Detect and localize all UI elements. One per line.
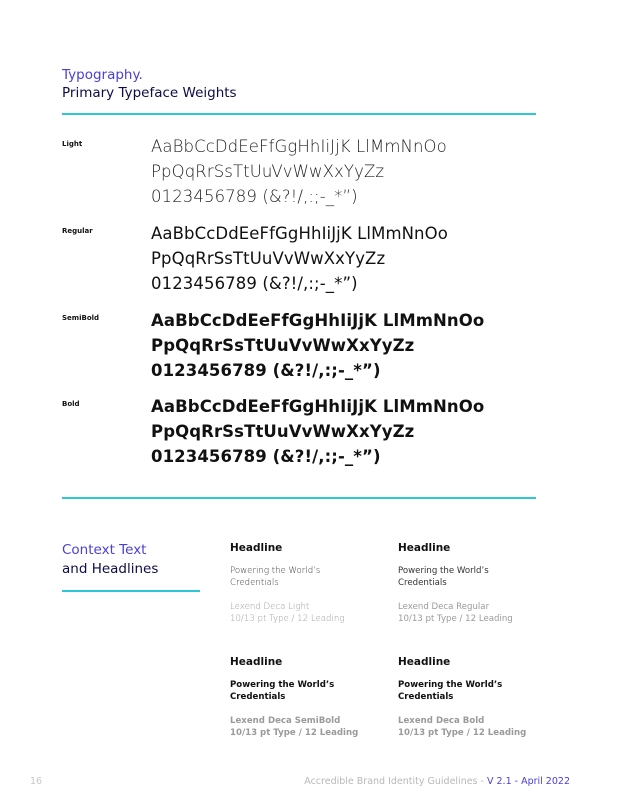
context-underline xyxy=(62,590,200,592)
glyph-line: PpQqRrSsTtUuVvWwXxYyZz xyxy=(151,422,415,441)
glyph-line: AaBbCcDdEeFfGgHhIiJjK LlMmNnOo xyxy=(151,397,485,416)
sample-spec xyxy=(230,601,390,625)
sample-headline: Headline xyxy=(230,656,283,668)
glyph-line: PpQqRrSsTtUuVvWwXxYyZz xyxy=(151,249,386,268)
weight-label: Light xyxy=(62,140,83,148)
weight-label: SemiBold xyxy=(62,314,100,322)
glyph-line: AaBbCcDdEeFfGgHhIiJjK LlMmNnOo xyxy=(151,137,447,156)
context-title-line2: and Headlines xyxy=(62,561,159,577)
sample-font-name: Lexend Deca Bold xyxy=(398,716,485,726)
sample-headline: Headline xyxy=(230,542,283,554)
glyph-line: 0123456789 (&?!/,:;-_*”) xyxy=(151,447,381,466)
sample-font-name: Lexend Deca SemiBold xyxy=(230,716,341,726)
sample-spec xyxy=(230,715,390,739)
sample-headline: Headline xyxy=(398,656,451,668)
glyph-line: PpQqRrSsTtUuVvWwXxYyZz xyxy=(151,336,415,355)
footer-caption xyxy=(304,776,570,787)
glyph-line: 0123456789 (&?!/,:;-_*”) xyxy=(151,361,381,380)
glyph-line: PpQqRrSsTtUuVvWwXxYyZz xyxy=(151,162,385,181)
sample-semibold xyxy=(230,655,390,739)
glyph-specimen xyxy=(151,394,484,469)
glyph-line: 0123456789 (&?!/,:;-_*”) xyxy=(151,187,358,206)
sample-body-line: Powering the World’s xyxy=(398,566,489,576)
sample-body-line: Credentials xyxy=(230,692,286,702)
version-label: V 2.1 - April 2022 xyxy=(486,776,570,787)
sample-body-line: Powering the World’s xyxy=(230,680,335,690)
weight-label: Bold xyxy=(62,400,80,408)
weight-label: Regular xyxy=(62,227,93,235)
sample-body-line: Credentials xyxy=(230,578,279,588)
sample-body-line: Credentials xyxy=(398,578,447,588)
glyph-specimen xyxy=(151,134,447,209)
sample-body-line: Credentials xyxy=(398,692,454,702)
sample-body xyxy=(230,565,390,589)
sample-size-spec: 10/13 pt Type / 12 Leading xyxy=(230,728,359,738)
sample-size-spec: 10/13 pt Type / 12 Leading xyxy=(398,728,527,738)
sample-font-name: Lexend Deca Light xyxy=(230,602,310,612)
glyph-specimen xyxy=(151,308,484,383)
glyph-line: AaBbCcDdEeFfGgHhIiJjK LlMmNnOo xyxy=(151,224,448,243)
sample-body-line: Powering the World’s xyxy=(230,566,321,576)
sample-spec xyxy=(398,715,558,739)
context-title-line1: Context Text xyxy=(62,542,147,558)
sample-bold xyxy=(398,655,558,739)
sample-size-spec: 10/13 pt Type / 12 Leading xyxy=(230,614,345,624)
glyph-specimen xyxy=(151,221,448,296)
sample-regular xyxy=(398,541,558,625)
divider-middle xyxy=(62,497,536,499)
divider-top xyxy=(62,113,536,115)
guide-title: Accredible Brand Identity Guidelines - xyxy=(304,776,487,787)
sample-body-line: Powering the World’s xyxy=(398,680,503,690)
sample-headline: Headline xyxy=(398,542,451,554)
sample-light xyxy=(230,541,390,625)
section-title: Typography. xyxy=(62,67,143,83)
page-header xyxy=(62,66,237,102)
section-subtitle: Primary Typeface Weights xyxy=(62,85,237,101)
sample-body xyxy=(398,679,558,703)
page-number: 16 xyxy=(30,776,43,787)
sample-body xyxy=(230,679,390,703)
sample-font-name: Lexend Deca Regular xyxy=(398,602,490,612)
glyph-line: AaBbCcDdEeFfGgHhIiJjK LlMmNnOo xyxy=(151,311,485,330)
glyph-line: 0123456789 (&?!/,:;-_*”) xyxy=(151,274,358,293)
sample-spec xyxy=(398,601,558,625)
sample-size-spec: 10/13 pt Type / 12 Leading xyxy=(398,614,513,624)
context-heading xyxy=(62,541,158,579)
sample-body xyxy=(398,565,558,589)
